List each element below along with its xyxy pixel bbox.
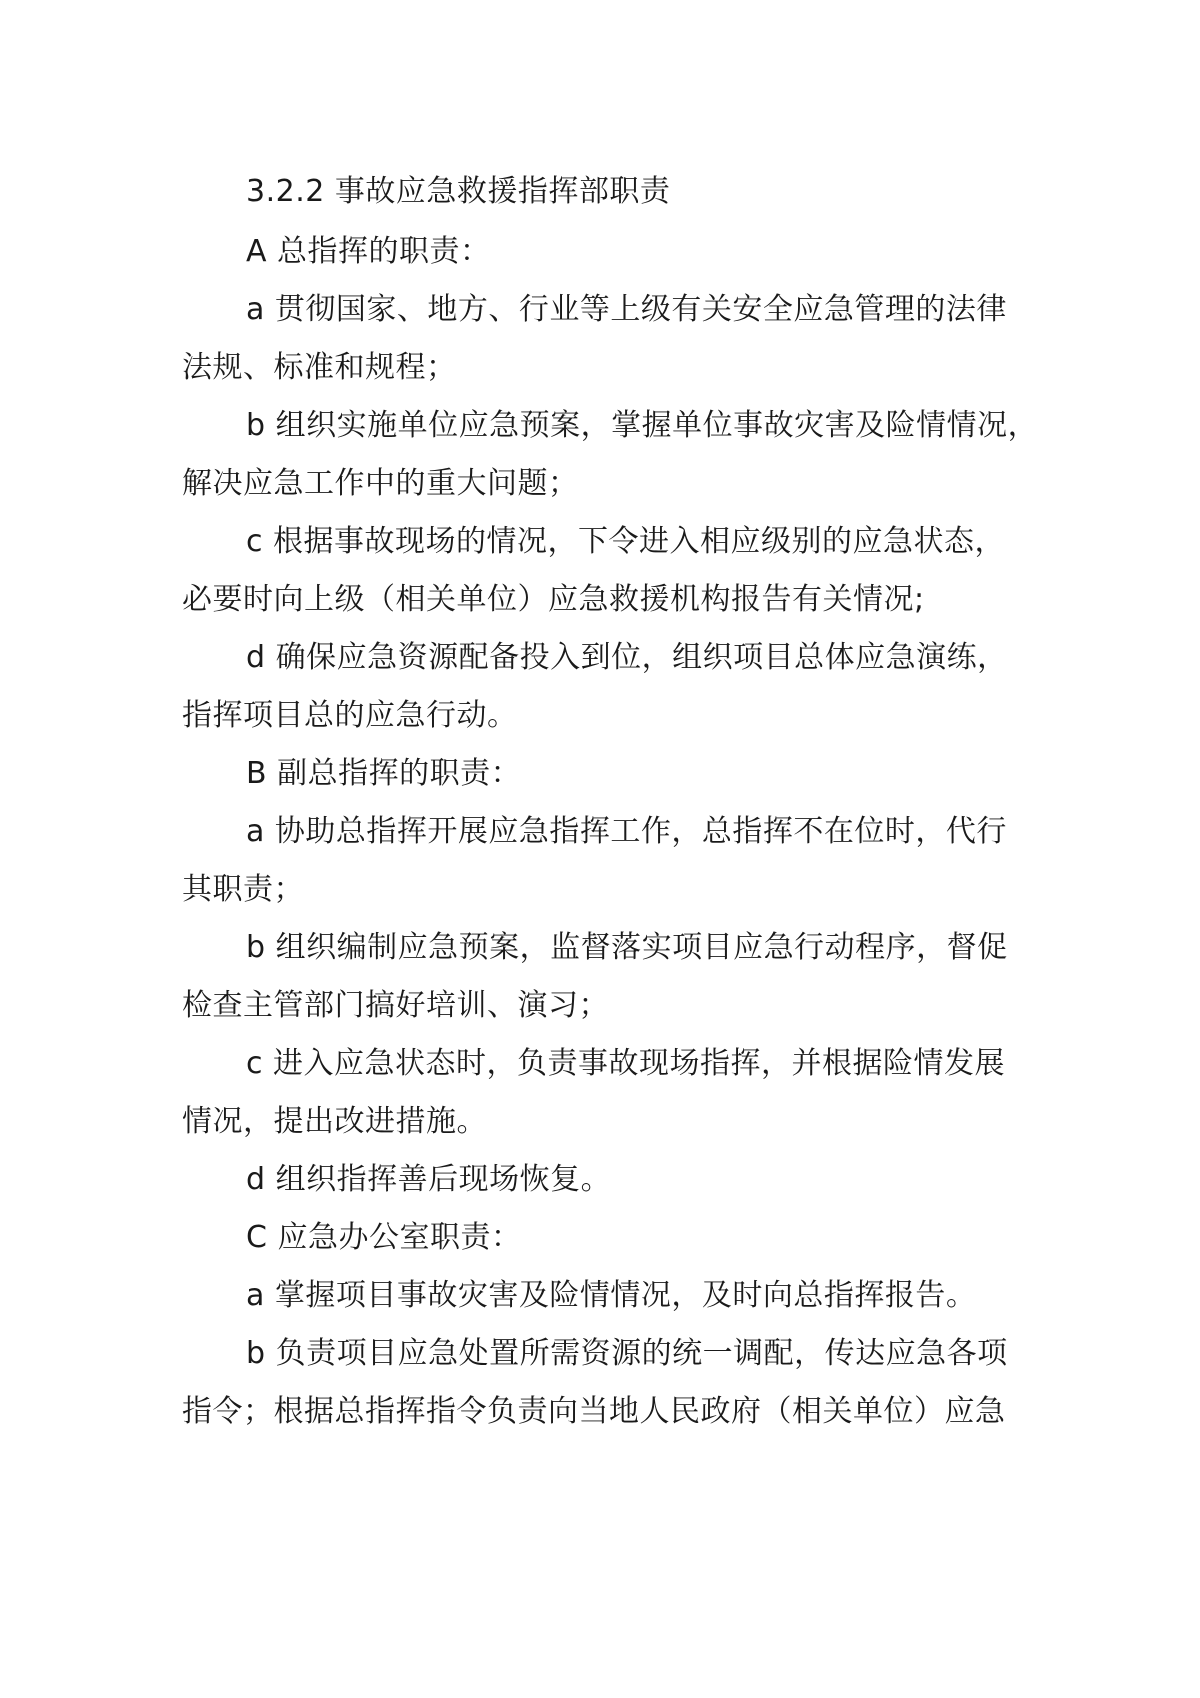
paragraph-line: 指令；根据总指挥指令负责向当地人民政府（相关单位）应急 xyxy=(182,1394,1006,1429)
paragraph-line: 必要时向上级（相关单位）应急救援机构报告有关情况; xyxy=(182,582,925,617)
section-heading: 3.2.2 事故应急救援指挥部职责 xyxy=(246,174,671,209)
paragraph-line: a 贯彻国家、地方、行业等上级有关安全应急管理的法律 xyxy=(246,292,1007,327)
paragraph-line: 解决应急工作中的重大问题； xyxy=(182,466,579,501)
paragraph-line: d 组织指挥善后现场恢复。 xyxy=(246,1162,612,1197)
paragraph-line: c 进入应急状态时，负责事故现场指挥，并根据险情发展 xyxy=(246,1046,1006,1081)
subsection-heading-a: A 总指挥的职责： xyxy=(246,234,491,269)
paragraph-line: b 负责项目应急处置所需资源的统一调配，传达应急各项 xyxy=(246,1336,1008,1371)
paragraph-line: 指挥项目总的应急行动。 xyxy=(182,698,518,733)
paragraph-line: c 根据事故现场的情况，下令进入相应级别的应急状态， xyxy=(246,524,1006,559)
paragraph-line: a 协助总指挥开展应急指挥工作，总指挥不在位时，代行 xyxy=(246,814,1007,849)
paragraph-line: 检查主管部门搞好培训、演习； xyxy=(182,988,609,1023)
paragraph-line: 法规、标准和规程； xyxy=(182,350,457,385)
paragraph-line: b 组织编制应急预案，监督落实项目应急行动程序，督促 xyxy=(246,930,1008,965)
subsection-heading-b: B 副总指挥的职责： xyxy=(246,756,522,791)
paragraph-line: 其职责； xyxy=(182,872,304,907)
paragraph-line: 情况，提出改进措施。 xyxy=(182,1104,487,1139)
paragraph-line: a 掌握项目事故灾害及险情情况，及时向总指挥报告。 xyxy=(246,1278,977,1313)
subsection-heading-c: C 应急办公室职责： xyxy=(246,1220,522,1255)
paragraph-line: b 组织实施单位应急预案，掌握单位事故灾害及险情情况， xyxy=(246,408,1039,443)
paragraph-line: d 确保应急资源配备投入到位，组织项目总体应急演练， xyxy=(246,640,1008,675)
